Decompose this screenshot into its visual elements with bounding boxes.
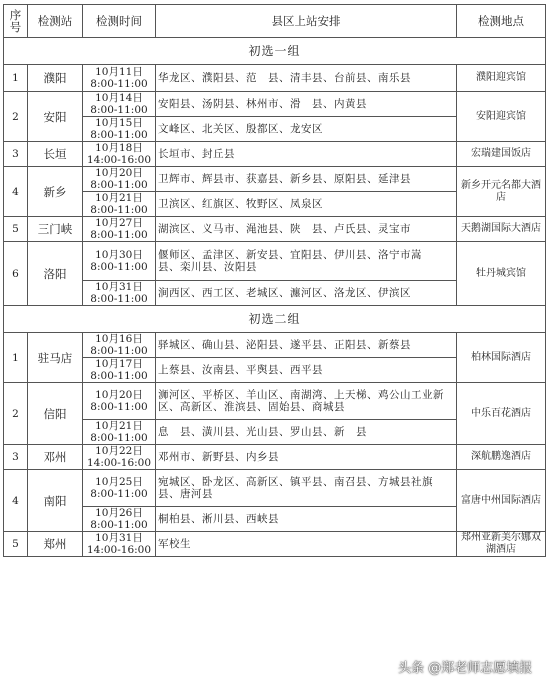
row-index: 5 (4, 217, 28, 242)
district-list: 湖滨区、义马市、渑池县、陕 县、卢氏县、灵宝市 (156, 217, 457, 242)
table-row (4, 167, 546, 192)
group-title: 初选二组 (4, 306, 546, 333)
district-list: 浉河区、平桥区、羊山区、南湖湾、上天梯、鸡公山工业新区、高新区、淮滨县、固始县、商城县 (156, 383, 457, 420)
slot-date: 10月21日 (95, 420, 143, 432)
slot-time: 8:00-11:00 (90, 179, 148, 191)
time-cell (83, 532, 156, 557)
slot-time: 8:00-11:00 (90, 488, 148, 500)
station-name: 长垣 (28, 142, 83, 167)
district-list: 文峰区、北关区、殷都区、龙安区 (156, 117, 457, 142)
slot-time: 8:00-11:00 (90, 78, 148, 90)
district-list: 偃师区、孟津区、新安县、宜阳县、伊川县、洛宁市嵩 县、栾川县、汝阳县 (156, 242, 457, 281)
time-cell (83, 192, 156, 217)
slot-time: 8:00-11:00 (90, 432, 148, 444)
station-name: 南阳 (28, 470, 83, 532)
slot-date: 10月17日 (95, 358, 143, 370)
station-name: 信阳 (28, 383, 83, 445)
venue-name: 新乡开元名都大酒店 (457, 167, 546, 217)
header-row (4, 5, 546, 38)
station-name: 安阳 (28, 92, 83, 142)
group-title-row (4, 38, 546, 65)
district-list: 长垣市、封丘县 (156, 142, 457, 167)
station-name: 新乡 (28, 167, 83, 217)
row-index: 1 (4, 333, 28, 383)
row-index: 1 (4, 65, 28, 92)
header-time: 检测时间 (83, 5, 156, 38)
table-row (4, 333, 546, 358)
table-row (4, 532, 546, 557)
venue-name: 中乐百花酒店 (457, 383, 546, 445)
district-list: 驿城区、确山县、泌阳县、遂平县、正阳县、新蔡县 (156, 333, 457, 358)
slot-time: 8:00-11:00 (90, 229, 148, 241)
time-cell (83, 507, 156, 532)
header-district: 县区上站安排 (156, 5, 457, 38)
venue-name: 牡丹城宾馆 (457, 242, 546, 306)
row-index: 3 (4, 142, 28, 167)
time-cell (83, 445, 156, 470)
slot-date: 10月20日 (95, 389, 143, 401)
row-index: 2 (4, 383, 28, 445)
district-list: 息 县、潢川县、光山县、罗山县、新 县 (156, 420, 457, 445)
slot-date: 10月26日 (95, 507, 143, 519)
venue-name: 富唐中州国际酒店 (457, 470, 546, 532)
time-cell (83, 242, 156, 281)
slot-date: 10月11日 (95, 66, 143, 78)
district-list: 军校生 (156, 532, 457, 557)
row-index: 4 (4, 167, 28, 217)
time-cell (83, 92, 156, 117)
time-cell (83, 167, 156, 192)
row-index: 2 (4, 92, 28, 142)
table-row (4, 217, 546, 242)
district-list: 安阳县、汤阴县、林州市、滑 县、内黄县 (156, 92, 457, 117)
venue-name: 柏林国际酒店 (457, 333, 546, 383)
venue-name: 郑州亚新美尔娜双湖酒店 (457, 532, 546, 557)
time-cell (83, 470, 156, 507)
venue-name: 深航鹏逸酒店 (457, 445, 546, 470)
station-name: 驻马店 (28, 333, 83, 383)
venue-name: 天鹅湖国际大酒店 (457, 217, 546, 242)
district-list: 邓州市、新野县、内乡县 (156, 445, 457, 470)
schedule-table (3, 4, 546, 557)
time-cell (83, 65, 156, 92)
venue-name: 安阳迎宾馆 (457, 92, 546, 142)
district-list: 桐柏县、淅川县、西峡县 (156, 507, 457, 532)
slot-time: 14:00-16:00 (86, 457, 152, 469)
slot-date: 10月21日 (95, 192, 143, 204)
station-name: 郑州 (28, 532, 83, 557)
table-row (4, 383, 546, 420)
slot-time: 8:00-11:00 (90, 519, 148, 531)
district-list: 宛城区、卧龙区、高新区、镇平县、南召县、方城县社旗县、唐河县 (156, 470, 457, 507)
slot-date: 10月15日 (95, 117, 143, 129)
slot-time: 8:00-11:00 (90, 261, 148, 273)
station-name: 三门峡 (28, 217, 83, 242)
table-row (4, 242, 546, 281)
group-title: 初选一组 (4, 38, 546, 65)
time-cell (83, 142, 156, 167)
venue-name: 濮阳迎宾馆 (457, 65, 546, 92)
district-list: 卫辉市、辉县市、获嘉县、新乡县、原阳县、延津县 (156, 167, 457, 192)
table-row (4, 445, 546, 470)
group-title-row (4, 306, 546, 333)
slot-time: 8:00-11:00 (90, 370, 148, 382)
slot-time: 8:00-11:00 (90, 293, 148, 305)
slot-date: 10月22日 (95, 445, 143, 457)
time-cell (83, 383, 156, 420)
slot-date: 10月31日 (95, 281, 143, 293)
district-list: 华龙区、濮阳县、范 县、清丰县、台前县、南乐县 (156, 65, 457, 92)
time-cell (83, 420, 156, 445)
slot-time: 8:00-11:00 (90, 401, 148, 413)
schedule-body (4, 38, 546, 557)
station-name: 邓州 (28, 445, 83, 470)
slot-time: 8:00-11:00 (90, 345, 148, 357)
slot-date: 10月30日 (95, 249, 143, 261)
row-index: 6 (4, 242, 28, 306)
table-row (4, 142, 546, 167)
table-row (4, 470, 546, 507)
slot-date: 10月16日 (95, 333, 143, 345)
header-station: 检测站 (28, 5, 83, 38)
header-idx: 序号 (4, 5, 28, 38)
slot-date: 10月18日 (95, 142, 143, 154)
table-row (4, 92, 546, 117)
time-cell (83, 217, 156, 242)
slot-time: 8:00-11:00 (90, 104, 148, 116)
header-location: 检测地点 (457, 5, 546, 38)
time-cell (83, 117, 156, 142)
slot-date: 10月14日 (95, 92, 143, 104)
slot-date: 10月27日 (95, 217, 143, 229)
station-name: 濮阳 (28, 65, 83, 92)
district-list: 涧西区、西工区、老城区、瀍河区、洛龙区、伊滨区 (156, 281, 457, 306)
time-cell (83, 333, 156, 358)
watermark-text: 头条 @郑老师志愿填报 (398, 661, 533, 676)
slot-time: 14:00-16:00 (86, 154, 152, 166)
time-cell (83, 358, 156, 383)
slot-time: 8:00-11:00 (90, 204, 148, 216)
slot-date: 10月31日 (95, 532, 143, 544)
station-name: 洛阳 (28, 242, 83, 306)
row-index: 3 (4, 445, 28, 470)
slot-date: 10月25日 (95, 476, 143, 488)
district-list: 上蔡县、汝南县、平舆县、西平县 (156, 358, 457, 383)
row-index: 4 (4, 470, 28, 532)
slot-date: 10月20日 (95, 167, 143, 179)
venue-name: 宏瑞建国饭店 (457, 142, 546, 167)
time-cell (83, 281, 156, 306)
district-list: 卫滨区、红旗区、牧野区、凤泉区 (156, 192, 457, 217)
slot-time: 14:00-16:00 (86, 544, 152, 556)
row-index: 5 (4, 532, 28, 557)
table-row (4, 65, 546, 92)
slot-time: 8:00-11:00 (90, 129, 148, 141)
